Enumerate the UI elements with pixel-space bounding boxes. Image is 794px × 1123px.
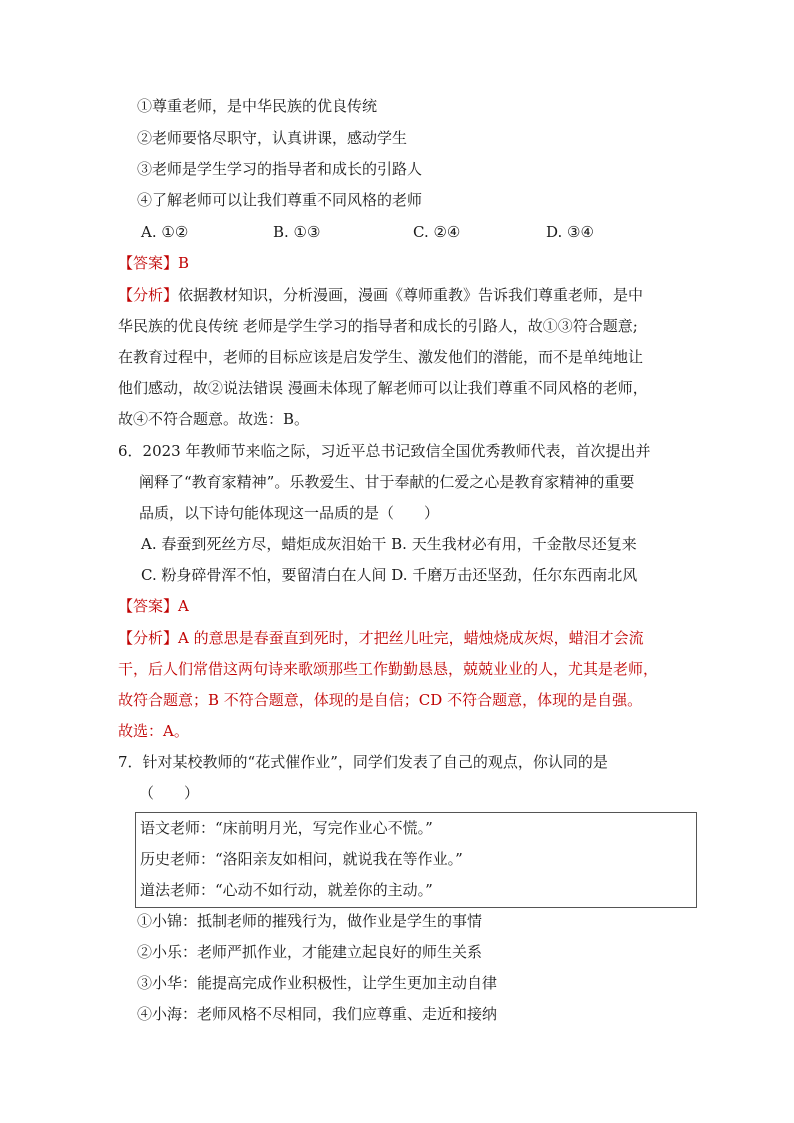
q5-item-2: ②老师要恪尽职守，认真讲课，感动学生 xyxy=(137,129,408,147)
q6-analysis-line-4: 故选：A。 xyxy=(118,722,189,740)
answer-label: 【答案】 xyxy=(118,597,179,615)
q5-analysis-line-3: 在教育过程中，老师的目标应该是启发学生、激发他们的潜能，而不是单纯地让 xyxy=(118,348,644,366)
q5-item-1: ①尊重老师，是中华民族的优良传统 xyxy=(137,97,378,115)
q6-analysis-line-2: 干，后人们常借这两句诗来歌颂那些工作勤勤恳恳，兢兢业业的人，尤其是老师， xyxy=(118,660,659,678)
q6-analysis-line-3: 故符合题意；B 不符合题意，体现的是自信；CD 不符合题意，体现的是自强。 xyxy=(118,691,643,709)
q5-option-d: D. ③④ xyxy=(546,223,594,241)
q5-answer xyxy=(118,253,189,273)
answer-value: B xyxy=(178,254,190,272)
q6-analysis-line-1 xyxy=(118,628,644,648)
q5-analysis-line-2: 华民族的优良传统 老师是学生学习的指导者和成长的引路人，故①③符合题意; xyxy=(118,317,638,335)
q5-item-3: ③老师是学生学习的指导者和成长的引路人 xyxy=(137,160,423,178)
q6-stem-line-3: 品质，以下诗句能体现这一品质的是（ ） xyxy=(139,504,440,522)
analysis-label: 【分析】 xyxy=(118,286,179,304)
q6-stem-line-1: 6．2023 年教师节来临之际，习近平总书记致信全国优秀教师代表，首次提出并 xyxy=(118,442,651,460)
q7-stem-line-2: （ ） xyxy=(139,784,200,802)
q6-options-ab: A. 春蚕到死丝方尽，蜡炬成灰泪始干 B. 天生我材必有用，千金散尽还复来 xyxy=(141,535,637,553)
q7-item-2: ②小乐：老师严抓作业，才能建立起良好的师生关系 xyxy=(137,943,483,961)
quote-chinese-teacher: 语文老师：“床前明月光，写完作业心不慌。” xyxy=(140,819,433,837)
q5-analysis-line-1 xyxy=(118,285,643,305)
quote-history-teacher: 历史老师：“洛阳亲友如相问，就说我在等作业。” xyxy=(140,850,463,868)
q7-item-3: ③小华：能提高完成作业积极性，让学生更加主动自律 xyxy=(137,974,498,992)
q5-item-4: ④了解老师可以让我们尊重不同风格的老师 xyxy=(137,191,423,209)
q5-analysis-line-4: 他们感动，故②说法错误 漫画未体现了解老师可以让我们尊重不同风格的老师， xyxy=(118,379,648,397)
q6-stem-line-2: 阐释了“教育家精神”。乐教爱生、甘于奉献的仁爱之心是教育家精神的重要 xyxy=(139,473,635,491)
analysis-text: 依据教材知识，分析漫画，漫画《尊师重教》告诉我们尊重老师，是中 xyxy=(178,286,644,304)
quote-law-teacher: 道法老师：“心动不如行动，就差你的主动。” xyxy=(140,881,433,899)
q6-options-cd: C. 粉身碎骨浑不怕，要留清白在人间 D. 千磨万击还坚劲，任尔东西南北风 xyxy=(141,566,638,584)
answer-label: 【答案】 xyxy=(118,254,179,272)
q7-quote-box xyxy=(135,812,697,908)
q5-option-a: A. ①② xyxy=(141,223,189,241)
q5-option-b: B. ①③ xyxy=(273,223,321,241)
analysis-label: 【分析】 xyxy=(118,629,179,647)
q7-stem-line-1: 7．针对某校教师的“花式催作业”，同学们发表了自己的观点，你认同的是 xyxy=(118,753,608,771)
q6-answer xyxy=(118,596,189,616)
q7-item-1: ①小锦：抵制老师的摧残行为，做作业是学生的事情 xyxy=(137,912,483,930)
q7-item-4: ④小海：老师风格不尽相同，我们应尊重、走近和接纳 xyxy=(137,1005,498,1023)
answer-value: A xyxy=(178,597,189,615)
analysis-text: A 的意思是春蚕直到死时，才把丝儿吐完，蜡烛烧成灰烬，蜡泪才会流 xyxy=(178,629,644,647)
q5-option-c: C. ②④ xyxy=(413,223,461,241)
q5-analysis-line-5: 故④不符合题意。故选：B。 xyxy=(118,410,310,428)
